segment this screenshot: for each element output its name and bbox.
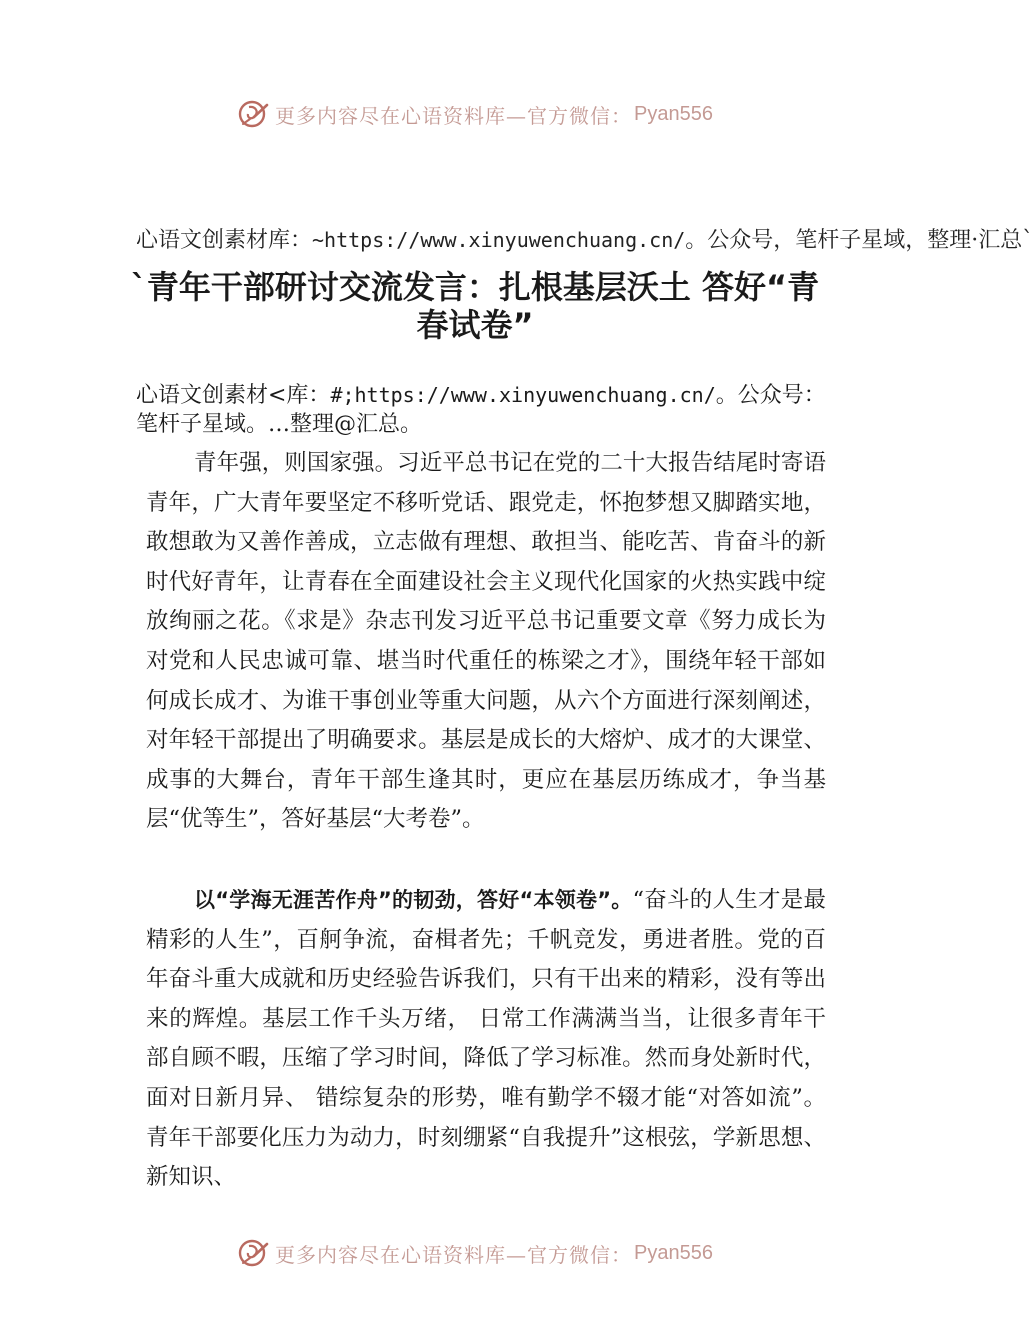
source-line-2 <box>136 381 826 441</box>
footer-banner <box>0 1233 950 1273</box>
banner-wechat-id: Pyan556 <box>634 102 713 125</box>
document-title-block <box>130 268 820 344</box>
paragraph-skills-lead: 以“学海无涯苦作舟”的韧劲，答好“本领卷”。 <box>194 888 633 912</box>
banner-text: 更多内容尽在心语资料库—官方微信： <box>275 1242 633 1267</box>
document-title: `青年干部研讨交流发言：扎根基层沃土 答好“青春试卷” <box>130 268 820 344</box>
pen-logo-icon <box>237 1236 271 1270</box>
source-line-2-prefix: 心语文创素材<库： <box>136 383 331 408</box>
paragraph-skills <box>146 881 826 1198</box>
banner-wechat-id: Pyan556 <box>634 1241 713 1264</box>
paragraph-skills-text: “奋斗的人生才是最精彩的人生”，百舸争流，奋楫者先；千帆竞发，勇进者胜。党的百年奋斗重大成就和历史经验告诉我们，只有干出来的精彩，没有等出来的辉煌。基层工作千头万绪， 日常工作满满当当，让很多青年干部自顾不暇，压缩了学习时间，降低了学习标准。然而身处新时代，面对日新月异、 错综复杂的形势，唯有勤学不辍才能“对答如流”。青年干部要化压力为动力，时刻绷紧“自我提升”这根弦，学新思想、新知识、 <box>146 887 826 1191</box>
source-line-1-suffix: 。公众号，笔杆子星域，整理·汇总` <box>685 228 1033 253</box>
banner-text: 更多内容尽在心语资料库—官方微信： <box>275 103 633 128</box>
source-line-1 <box>136 226 1033 268</box>
source-line-2-url[interactable]: #;https://www.xinyuwenchuang.cn/ <box>330 383 716 407</box>
pen-logo-icon <box>237 97 271 131</box>
source-line-1-url[interactable]: ~https://www.xinyuwenchuang.cn/ <box>312 228 686 252</box>
header-banner <box>0 94 950 134</box>
source-line-1-prefix: 心语文创素材库： <box>136 228 313 253</box>
source-line-2-suffix: 。公众号：笔杆子星域。…整理@汇总。 <box>136 383 826 437</box>
paragraph-intro: 青年强，则国家强。习近平总书记在党的二十大报告结尾时寄语青年，广大青年要坚定不移听党话、跟党走，怀抱梦想又脚踏实地，敢想敢为又善作善成，立志做有理想、敢担当、能吃苦、肯奋斗的新时代好青年，让青春在全面建设社会主义现代化国家的火热实践中绽放绚丽之花。《求是》杂志刊发习近平总书记重要文章《努力成长为对党和人民忠诚可靠、堪当时代重任的栋梁之才》，围绕年轻干部如何成长成才、为谁干事创业等重大问题，从六个方面进行深刻阐述， 对年轻干部提出了明确要求。基层是成长的大熔炉、成才的大课堂、成事的大舞台，青年干部生逢其时，更应在基层历练成才，争当基层“优等生”，答好基层“大考卷”。 <box>146 450 826 833</box>
